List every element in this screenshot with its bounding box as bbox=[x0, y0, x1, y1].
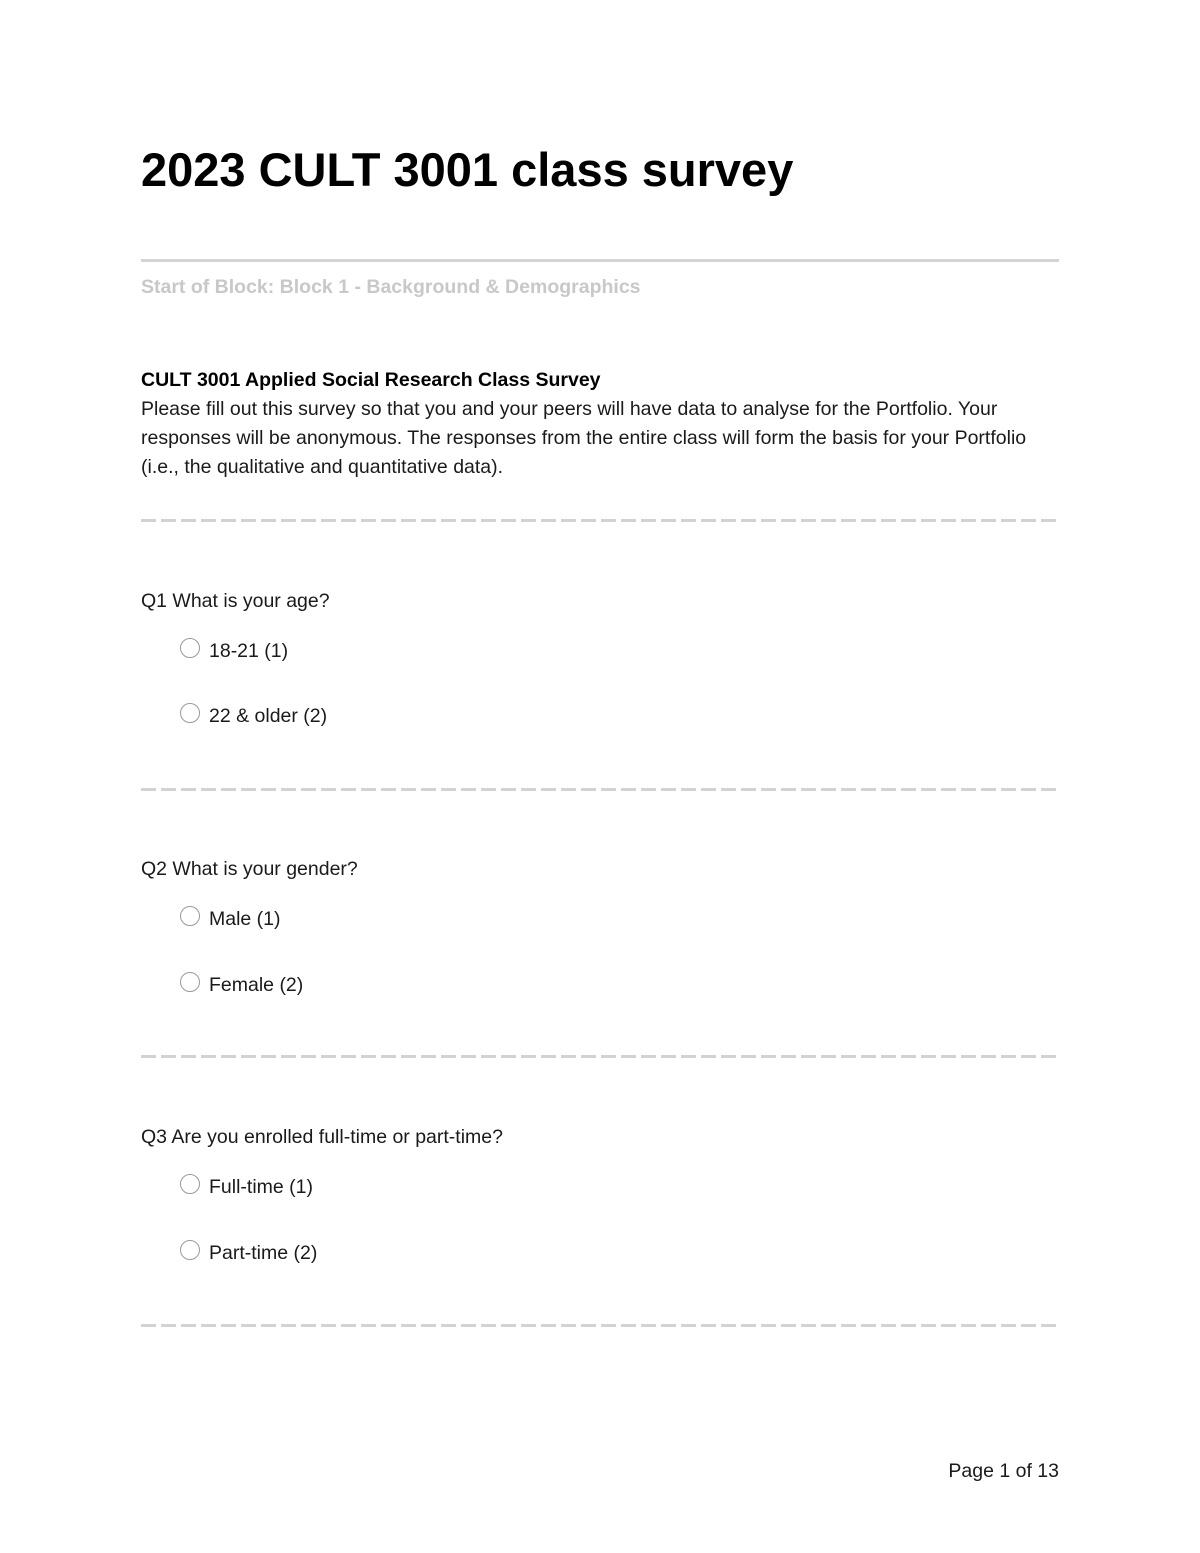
option-label: 22 & older (2) bbox=[209, 704, 328, 727]
option-q2-female[interactable] bbox=[180, 972, 303, 998]
radio-button[interactable] bbox=[180, 972, 200, 992]
question-q2: Q2 What is your gender? bbox=[141, 858, 358, 880]
question-separator bbox=[141, 519, 1059, 522]
question-q3: Q3 Are you enrolled full-time or part-time? bbox=[141, 1126, 503, 1148]
question-q1: Q1 What is your age? bbox=[141, 590, 330, 612]
option-label: Female (2) bbox=[209, 973, 304, 996]
intro-heading: CULT 3001 Applied Social Research Class Survey bbox=[141, 369, 601, 391]
intro-text-block bbox=[141, 366, 1059, 482]
radio-button[interactable] bbox=[180, 1174, 200, 1194]
option-q3-part-time[interactable] bbox=[180, 1240, 317, 1266]
intro-body: Please fill out this survey so that you and your peers will have data to analyse for the Portfolio. Your responses will be anonymous. The responses from the entire class will form the basis for your Portfolio (i.e., the qualitative and quantitative data). bbox=[141, 398, 1027, 478]
block-divider bbox=[141, 259, 1059, 262]
radio-button[interactable] bbox=[180, 638, 200, 658]
option-q1-22-older[interactable] bbox=[180, 703, 327, 729]
option-label: Male (1) bbox=[209, 907, 281, 930]
question-separator bbox=[141, 1324, 1059, 1327]
question-separator bbox=[141, 1055, 1059, 1058]
radio-button[interactable] bbox=[180, 906, 200, 926]
question-separator bbox=[141, 788, 1059, 791]
radio-button[interactable] bbox=[180, 703, 200, 723]
option-q1-18-21[interactable] bbox=[180, 638, 288, 664]
option-label: 18-21 (1) bbox=[209, 639, 289, 662]
survey-title: 2023 CULT 3001 class survey bbox=[141, 143, 794, 196]
page-number: Page 1 of 13 bbox=[948, 1460, 1059, 1482]
block-start-label: Start of Block: Block 1 - Background & Demographics bbox=[141, 276, 641, 298]
option-q2-male[interactable] bbox=[180, 906, 281, 932]
radio-button[interactable] bbox=[180, 1240, 200, 1260]
option-q3-full-time[interactable] bbox=[180, 1174, 313, 1200]
option-label: Part-time (2) bbox=[209, 1241, 318, 1264]
option-label: Full-time (1) bbox=[209, 1175, 314, 1198]
